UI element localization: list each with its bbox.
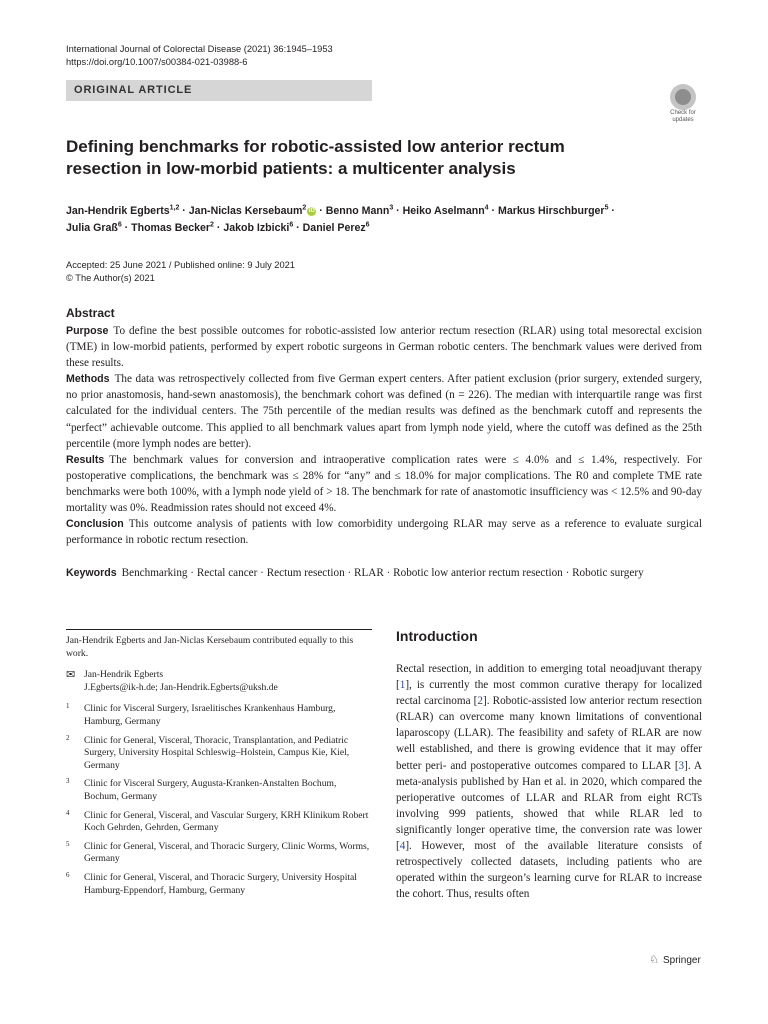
- abstract-heading: Abstract: [66, 306, 115, 320]
- journal-citation: International Journal of Colorectal Disease (2021) 36:1945–1953: [66, 44, 333, 54]
- doi-link[interactable]: https://doi.org/10.1007/s00384-021-03988-6: [66, 57, 248, 67]
- citation-link[interactable]: 4: [399, 840, 406, 853]
- article-title: Defining benchmarks for robotic-assisted low anterior rectum resection in low-morbid patients: a multicenter analysis: [66, 137, 565, 178]
- methods-label: Methods: [66, 373, 110, 386]
- corresponding-email[interactable]: J.Egberts@ik-h.de; Jan-Hendrik.Egberts@uksh.de: [84, 681, 278, 693]
- affiliation: 4 Clinic for General, Visceral, and Vascular Surgery, KRH Klinikum Robert Koch Gehrden, Gehrden, Germany: [66, 808, 369, 834]
- keywords: [66, 565, 702, 581]
- affiliation: 2 Clinic for General, Visceral, Thoracic, Transplantation, and Pediatric Surgery, University Hospital Schleswig–Holstein, Campus Kie, Kiel, Germany: [66, 733, 350, 771]
- publisher-logo: [648, 953, 701, 968]
- author[interactable]: Thomas Becker$^2$: [131, 221, 214, 234]
- published-date: / Published online: 9 July 2021: [166, 260, 295, 270]
- corresponding-name: Jan-Hendrik Egberts: [84, 669, 164, 681]
- journal-header: [66, 43, 333, 69]
- author[interactable]: Daniel Perez$^6$: [302, 221, 370, 234]
- contribution-note: Jan-Hendrik Egberts and Jan-Niclas Kersebaum contributed equally to this work.: [66, 635, 354, 659]
- section-label: ORIGINAL ARTICLE: [74, 84, 193, 96]
- affiliation: 3 Clinic for Visceral Surgery, Augusta-Kranken-Anstalten Bochum, Bochum, Germany: [66, 777, 337, 802]
- author[interactable]: Benno Mann$^3$: [325, 204, 394, 217]
- corresponding-author: [66, 669, 372, 694]
- citation-link[interactable]: 3: [678, 759, 685, 772]
- section-banner: [66, 80, 372, 101]
- author[interactable]: Jan-Niclas Kersebaum$^2$: [188, 204, 307, 217]
- purpose-label: Purpose: [66, 325, 109, 337]
- abstract-purpose: Purpose To define the best possible outcomes for robotic-assisted low anterior rectum resection (RLAR) using total mesorectal excision (TME) in low-morbid patients, performed by expert robotic surgeons in German robotic centers. The benchmark values were derived from these results.: [66, 325, 702, 370]
- springer-horse-icon: ♘: [649, 954, 659, 966]
- citation-link[interactable]: 1: [399, 679, 406, 692]
- copyright: © The Author(s) 2021: [66, 273, 155, 283]
- author[interactable]: Jakob Izbicki$^6$: [223, 221, 294, 234]
- author[interactable]: Jan-Hendrik Egberts$^{1,2}$: [66, 204, 180, 217]
- affiliation: 1 Clinic for Visceral Surgery, Israelitisches Krankenhaus Hamburg, Hamburg, Germany: [66, 702, 336, 727]
- abstract-body: [66, 323, 702, 548]
- check-updates-label: Check for updates: [670, 110, 696, 123]
- introduction-paragraph: Rectal resection, in addition to emerging total neoadjuvant therapy [1], is currently the most common curative therapy for localized rectal carcinoma [2]. Robotic-assisted low anterior rectum resection (RLAR) can overcome many known limitations of conventional laparoscopy (LLAR). The feasibility and safety of RLAR are now well established, and there is growing evidence that it may offer better peri- and postoperative outcomes compared to LLAR [3]. A meta-analysis published by Han et al. in 2020, which compared the perioperative outcomes of LLAR and RLAR from eight RCTs involving 999 patients, showed that while RLAR led to significantly longer operative time, the conversion rate was lower [4]. However, most of the available literature consists of retrospectively collected datasets, including patients who are operated within the surgeon’s learning curve for RLAR to increase the cohort. Thus, results often: [396, 663, 702, 901]
- introduction-heading: Introduction: [396, 628, 478, 644]
- affiliation: 5 Clinic for General, Visceral, and Thoracic Surgery, Clinic Worms, Worms, Germany: [66, 839, 370, 865]
- introduction-body: [396, 661, 702, 902]
- crossmark-inner: [675, 89, 691, 105]
- author[interactable]: Heiko Aselmann$^4$: [402, 204, 489, 217]
- publisher-name: Springer: [663, 955, 701, 966]
- crossmark-icon[interactable]: [664, 84, 702, 124]
- abstract-methods: Methods The data was retrospectively collected from five German expert centers. After patient exclusion (prior surgery, extended surgery, no prior anastomosis, hand-sewn anastomosis), the benchmark cohort was defined (n = 226). The median with interquartile range was first calculated for the individual centers. The 75th percentile of the median results was defined as the benchmark cutoff and represents the “perfect” achievable outcome. This applied to all benchmark values apart from lymph node yield, where the cutoff was defined as the 25th percentile (more lymph nodes are better).: [66, 373, 702, 450]
- keywords-text: Benchmarking · Rectal cancer · Rectum resection · RLAR · Robotic low anterior rectum resection · Robotic surgery: [121, 567, 644, 579]
- results-label: Results: [66, 453, 105, 466]
- citation-link[interactable]: 2: [477, 695, 483, 708]
- abstract-results: Results The benchmark values for conversion and intraoperative complication rates were ≤ 4.0% and ≤ 1.4%, respectively. For postoperative complications, the benchmark was ≤ 28% for “any” and ≤ 18.0% for major complications. The R0 and complete TME rate benchmarks were both 100%, with a lymph node yield of > 18. The benchmark for rate of anastomotic insufficiency was < 12.5% and 90-day mortality was 0%. Readmission rates should not exceed 4%.: [66, 453, 702, 515]
- accepted-date: Accepted: 25 June 2021: [66, 260, 167, 270]
- abstract-conclusion: Conclusion This outcome analysis of patients with low comorbidity undergoing RLAR may serve as a reference to evaluate surgical performance in robotic rectum resection.: [66, 518, 702, 547]
- affiliation: 6 Clinic for General, Visceral, and Thoracic Surgery, University Hospital Hamburg-Eppendorf, Hamburg, Germany: [66, 870, 357, 896]
- envelope-icon: ✉: [66, 669, 76, 682]
- author[interactable]: Markus Hirschburger$^5$: [498, 204, 609, 217]
- footnotes: [66, 635, 372, 903]
- keywords-label: Keywords: [66, 567, 117, 579]
- footnote-divider: [66, 629, 372, 630]
- article-dates: [66, 259, 295, 285]
- conclusion-label: Conclusion: [66, 518, 124, 531]
- author[interactable]: Julia Graß$^6$: [66, 221, 122, 234]
- author-list: Jan-Hendrik Egberts$^{1,2}$ · Jan-Niclas Kersebaum$^2$ iD · Benno Mann$^3$ · Heiko Aselmann$^4$ · Markus Hirschburger$^5$ · Julia Graß$^6$ · Thomas Becker$^2$ · Jakob Izbicki$^6$ · Daniel Perez$^6$: [66, 204, 615, 234]
- orcid-icon[interactable]: iD: [308, 207, 315, 214]
